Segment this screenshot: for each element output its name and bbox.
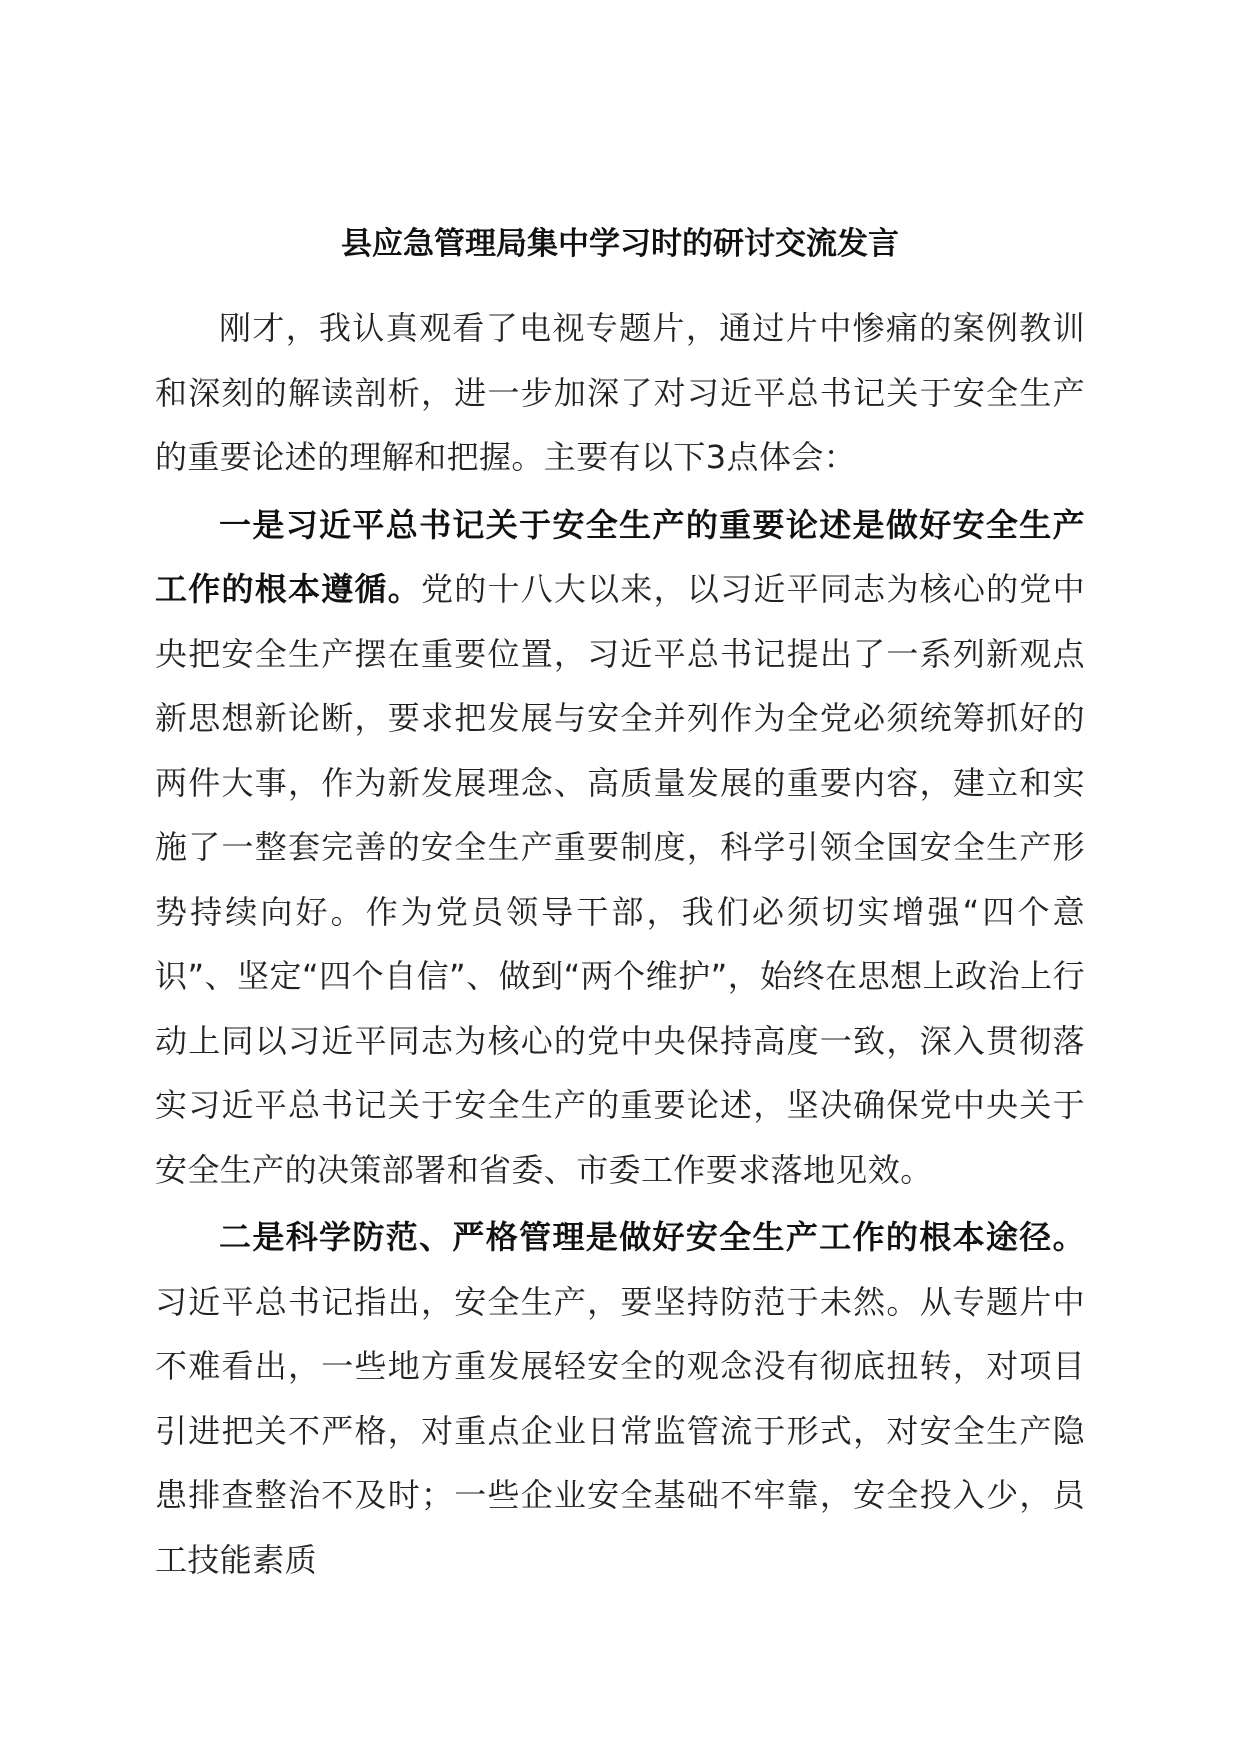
paragraph-text: 习近平总书记指出，安全生产，要坚持防范于未然。从专题片中不难看出，一些地方重发展轻安全的观念没有彻底扭转，对项目引进把关不严格，对重点企业日常监管流于形式，对安全生产隐患排查整治不及时；一些企业安全基础不牢靠，安全投入少，员工技能素质	[155, 1282, 1085, 1579]
paragraph-intro	[155, 296, 1085, 490]
paragraph-point-two	[155, 1205, 1085, 1592]
document-title: 县应急管理局集中学习时的研讨交流发言	[341, 226, 899, 262]
paragraph-point-one	[155, 493, 1085, 1203]
paragraph-lead: 二是科学防范、严格管理是做好安全生产工作的根本途径。	[219, 1218, 1085, 1256]
paragraph-text: 党的十八大以来，以习近平同志为核心的党中央把安全生产摆在重要位置，习近平总书记提出了一系列新观点新思想新论断，要求把发展与安全并列作为全党必须统筹抓好的两件大事，作为新发展理念、高质量发展的重要内容，建立和实施了一整套完善的安全生产重要制度，科学引领全国安全生产形势持续向好。作为党员领导干部，我们必须切实增强“四个意识”、坚定“四个自信”、做到“两个维护”，始终在思想上政治上行动上同以习近平同志为核心的党中央保持高度一致，深入贯彻落实习近平总书记关于安全生产的重要论述，坚决确保党中央关于安全生产的决策部署和省委、市委工作要求落地见效。	[155, 570, 1085, 1189]
paragraph-lead: 一是习近平总书记关于安全生产的重要论述是做好安全生产工作的根本遵循。	[155, 505, 1085, 608]
paragraph-text: 刚才，我认真观看了电视专题片，通过片中惨痛的案例教训和深刻的解读剖析，进一步加深了对习近平总书记关于安全生产的重要论述的理解和把握。主要有以下3点体会：	[155, 309, 1085, 476]
document-body	[155, 296, 1085, 1595]
